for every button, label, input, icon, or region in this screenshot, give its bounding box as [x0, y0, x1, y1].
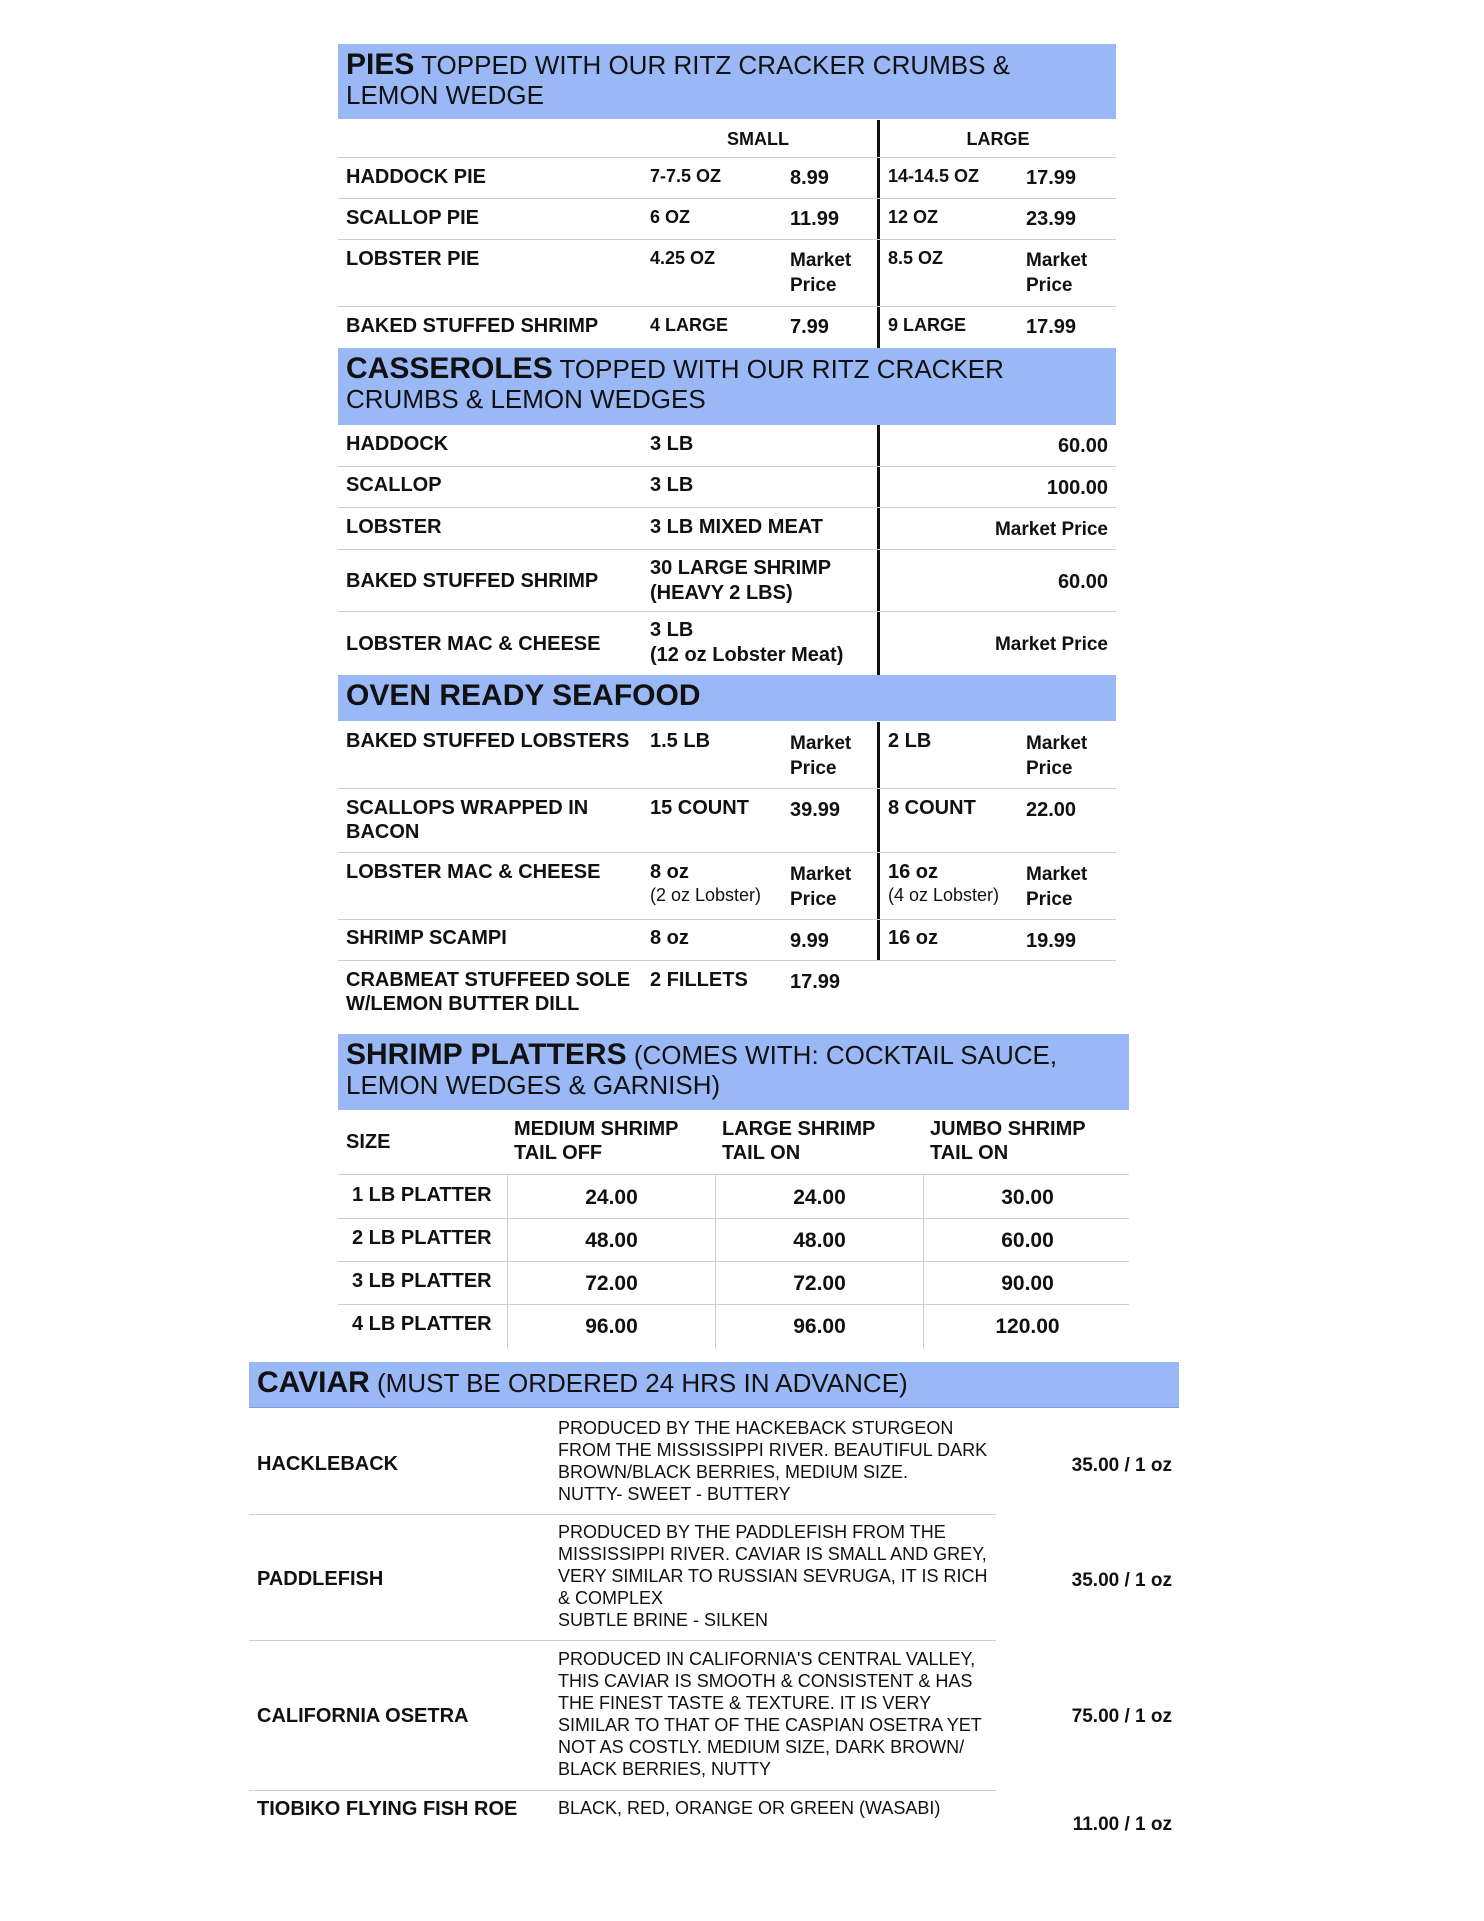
- pies-row-small-price: Market Price: [790, 250, 852, 296]
- platters-title: SHRIMP PLATTERS: [346, 1038, 627, 1071]
- platter-row-size: 4 LB PLATTER: [352, 1313, 492, 1335]
- casserole-row-size-note: (12 oz Lobster Meat): [650, 644, 844, 666]
- platter-row-medium: 72.00: [585, 1272, 638, 1295]
- divider: [338, 852, 1116, 853]
- caviar-row-desc: PRODUCED BY THE HACKEBACK STURGEON FROM THE MISSISSIPPI RIVER. BEAUTIFUL DARK BROWN/BLACK BERRIES, MEDIUM SIZE. NUTTY- SWEET - BUTTERY: [558, 1418, 988, 1504]
- oven-divider: [877, 722, 880, 960]
- caviar-row-desc: PRODUCED IN CALIFORNIA'S CENTRAL VALLEY, THIS CAVIAR IS SMOOTH & CONSISTENT & HAS THE FINEST TASTE & TEXTURE. IT IS VERY SIMILAR TO THAT OF THE CASPIAN OSETRA YET NOT AS COSTLY. MEDIUM SIZE, DARK BROWN/ BLACK BERRIES, NUTTY: [558, 1649, 982, 1779]
- casseroles-title: CASSEROLES: [346, 352, 553, 385]
- oven-row-large-size: 16 oz: [888, 861, 939, 883]
- caviar-row-price: 35.00 / 1 oz: [1071, 1455, 1172, 1476]
- oven-row-small-size: 8 oz: [650, 861, 689, 883]
- oven-row-large-size: 8 COUNT: [888, 797, 976, 819]
- divider: [249, 1790, 996, 1791]
- divider: [338, 239, 1116, 240]
- platters-header-medium-sub: TAIL OFF: [514, 1142, 603, 1164]
- divider: [338, 611, 1116, 612]
- casserole-row-size: 3 LB MIXED MEAT: [650, 516, 823, 538]
- casseroles-subtitle: TOPPED WITH OUR RITZ CRACKER CRUMBS & LEMON WEDGES: [346, 354, 1004, 414]
- casserole-row-price: Market Price: [994, 634, 1108, 655]
- pies-divider: [877, 120, 880, 348]
- pies-small-header: SMALL: [727, 129, 789, 149]
- casseroles-banner: [338, 348, 1116, 425]
- pies-row-small-price: 11.99: [790, 208, 839, 230]
- oven-row-name-cont: BACON: [346, 821, 420, 843]
- caviar-row-name: PADDLEFISH: [257, 1568, 384, 1590]
- pies-title: PIES: [346, 48, 415, 81]
- caviar-row-desc: PRODUCED BY THE PADDLEFISH FROM THE MISSISSIPPI RIVER. CAVIAR IS SMALL AND GREY, VERY SIMILAR TO RUSSIAN SEVRUGA, IT IS RICH & COMPLEX SUBTLE BRINE - SILKEN: [558, 1522, 988, 1630]
- divider: [338, 507, 1116, 508]
- platter-row-size: 1 LB PLATTER: [352, 1184, 492, 1206]
- pies-row-name: BAKED STUFFED SHRIMP: [346, 315, 599, 337]
- divider: [338, 549, 1116, 550]
- caviar-banner: [249, 1362, 1179, 1408]
- casserole-row-price: 100.00: [1046, 477, 1108, 499]
- pies-row-name: LOBSTER PIE: [346, 248, 480, 270]
- caviar-row-name: HACKLEBACK: [257, 1453, 399, 1475]
- oven-row-name-cont: W/LEMON BUTTER DILL: [346, 993, 580, 1015]
- caviar-row-price: 75.00 / 1 oz: [1071, 1706, 1172, 1727]
- divider: [338, 306, 1116, 307]
- platter-row-large: 72.00: [793, 1272, 846, 1295]
- oven-row-small-size: 1.5 LB: [650, 730, 711, 752]
- oven-row-small-price: Market Price: [790, 733, 852, 779]
- caviar-row-name: TIOBIKO FLYING FISH ROE: [257, 1798, 518, 1820]
- casserole-row-price: 60.00: [1057, 435, 1108, 457]
- platter-row-medium: 48.00: [585, 1229, 638, 1252]
- caviar-row-desc: BLACK, RED, ORANGE OR GREEN (WASABI): [558, 1798, 941, 1818]
- caviar-row-price: 11.00 / 1 oz: [1072, 1814, 1172, 1835]
- divider: [338, 919, 1116, 920]
- divider: [338, 1174, 1129, 1175]
- platters-header-size: SIZE: [346, 1131, 391, 1153]
- casserole-row-size: 30 LARGE SHRIMP: [650, 557, 832, 579]
- caviar-title: CAVIAR: [257, 1366, 370, 1399]
- oven-row-name: CRABMEAT STUFFEED SOLE: [346, 969, 631, 991]
- casserole-row-name: BAKED STUFFED SHRIMP: [346, 570, 599, 592]
- platters-header-jumbo: JUMBO SHRIMP: [930, 1118, 1086, 1140]
- platter-row-medium: 96.00: [585, 1315, 638, 1338]
- platter-row-jumbo: 90.00: [1001, 1272, 1054, 1295]
- pies-row-large-size: 8.5 OZ: [888, 248, 944, 268]
- platter-row-size: 3 LB PLATTER: [352, 1270, 492, 1292]
- oven-row-large-size-note: (4 oz Lobster): [888, 885, 1000, 905]
- oven-row-large-size: 2 LB: [888, 730, 932, 752]
- pies-row-small-size: 4 LARGE: [650, 315, 729, 335]
- divider: [338, 1304, 1129, 1305]
- casserole-row-size-note: (HEAVY 2 LBS): [650, 582, 793, 604]
- platter-row-medium: 24.00: [585, 1186, 638, 1209]
- divider: [338, 1218, 1129, 1219]
- pies-row-large-price: 23.99: [1026, 208, 1077, 230]
- casserole-row-price: 60.00: [1057, 571, 1108, 593]
- platter-row-large: 24.00: [793, 1186, 846, 1209]
- pies-row-large-price: 17.99: [1026, 316, 1077, 338]
- casserole-row-name: LOBSTER MAC & CHEESE: [346, 633, 601, 655]
- divider: [338, 157, 1116, 158]
- pies-row-large-price: 17.99: [1026, 167, 1077, 189]
- pies-subtitle: TOPPED WITH OUR RITZ CRACKER CRUMBS & LEMON WEDGE: [346, 50, 1011, 110]
- platters-header-large: LARGE SHRIMP: [722, 1118, 876, 1140]
- oven-row-large-price: 19.99: [1026, 930, 1077, 952]
- caviar-subtitle: (MUST BE ORDERED 24 HRS IN ADVANCE): [377, 1368, 908, 1398]
- casserole-row-name: HADDOCK: [346, 433, 449, 455]
- pies-row-large-price: Market Price: [1026, 250, 1088, 296]
- platters-banner: [338, 1034, 1129, 1110]
- oven-row-small-size-note: (2 oz Lobster): [650, 885, 762, 905]
- casserole-row-size: 3 LB: [650, 474, 694, 496]
- casserole-row-name: LOBSTER: [346, 516, 442, 538]
- oven-row-name: LOBSTER MAC & CHEESE: [346, 861, 601, 883]
- divider: [249, 1640, 996, 1641]
- oven-row-name: BAKED STUFFED LOBSTERS: [346, 730, 630, 752]
- pies-row-large-size: 12 OZ: [888, 207, 939, 227]
- oven-row-small-size: 15 COUNT: [650, 797, 749, 819]
- oven-row-name: SHRIMP SCAMPI: [346, 927, 507, 949]
- oven-row-name: SCALLOPS WRAPPED IN: [346, 797, 589, 819]
- platters-subtitle: (COMES WITH: COCKTAIL SAUCE, LEMON WEDGES & GARNISH): [346, 1040, 1058, 1100]
- oven-row-small-price: 39.99: [790, 799, 841, 821]
- divider: [338, 198, 1116, 199]
- casserole-row-size: 3 LB: [650, 619, 694, 641]
- caviar-row-price: 35.00 / 1 oz: [1071, 1570, 1172, 1591]
- oven-banner: [338, 675, 1116, 721]
- pies-row-name: HADDOCK PIE: [346, 166, 487, 188]
- divider: [249, 1514, 996, 1515]
- oven-row-small-size: 8 oz: [650, 927, 689, 949]
- pies-row-small-size: 7-7.5 OZ: [650, 166, 722, 186]
- casserole-row-name: SCALLOP: [346, 474, 442, 496]
- oven-row-large-price: Market Price: [1026, 864, 1088, 910]
- platters-header-jumbo-sub: TAIL ON: [930, 1142, 1009, 1164]
- caviar-row-name: CALIFORNIA OSETRA: [257, 1705, 469, 1727]
- platter-row-large: 48.00: [793, 1229, 846, 1252]
- divider: [338, 1261, 1129, 1262]
- oven-title: OVEN READY SEAFOOD: [346, 679, 701, 712]
- divider: [338, 960, 1116, 961]
- oven-row-small-price: 9.99: [790, 930, 829, 952]
- pies-row-large-size: 14-14.5 OZ: [888, 166, 980, 186]
- platter-row-jumbo: 60.00: [1001, 1229, 1054, 1252]
- oven-row-large-price: 22.00: [1026, 799, 1077, 821]
- oven-row-small-price: 17.99: [790, 971, 841, 993]
- platters-header-medium: MEDIUM SHRIMP: [514, 1118, 679, 1140]
- platter-row-size: 2 LB PLATTER: [352, 1227, 492, 1249]
- oven-row-small-size: 2 FILLETS: [650, 969, 748, 991]
- pies-row-name: SCALLOP PIE: [346, 207, 479, 229]
- divider: [338, 466, 1116, 467]
- platter-row-large: 96.00: [793, 1315, 846, 1338]
- casserole-row-price: Market Price: [994, 519, 1108, 540]
- platters-header-large-sub: TAIL ON: [722, 1142, 801, 1164]
- casserole-row-size: 3 LB: [650, 433, 694, 455]
- pies-row-small-price: 8.99: [790, 167, 829, 189]
- pies-row-small-price: 7.99: [790, 316, 829, 338]
- casseroles-divider: [877, 425, 880, 675]
- pies-row-small-size: 6 OZ: [650, 207, 691, 227]
- pies-large-header: LARGE: [966, 129, 1030, 149]
- oven-row-large-price: Market Price: [1026, 733, 1088, 779]
- pies-banner: [338, 44, 1116, 119]
- oven-row-large-size: 16 oz: [888, 927, 939, 949]
- divider: [338, 788, 1116, 789]
- platter-row-jumbo: 120.00: [995, 1315, 1060, 1338]
- oven-row-small-price: Market Price: [790, 864, 852, 910]
- platter-row-jumbo: 30.00: [1001, 1186, 1054, 1209]
- pies-row-large-size: 9 LARGE: [888, 315, 967, 335]
- pies-row-small-size: 4.25 OZ: [650, 248, 716, 268]
